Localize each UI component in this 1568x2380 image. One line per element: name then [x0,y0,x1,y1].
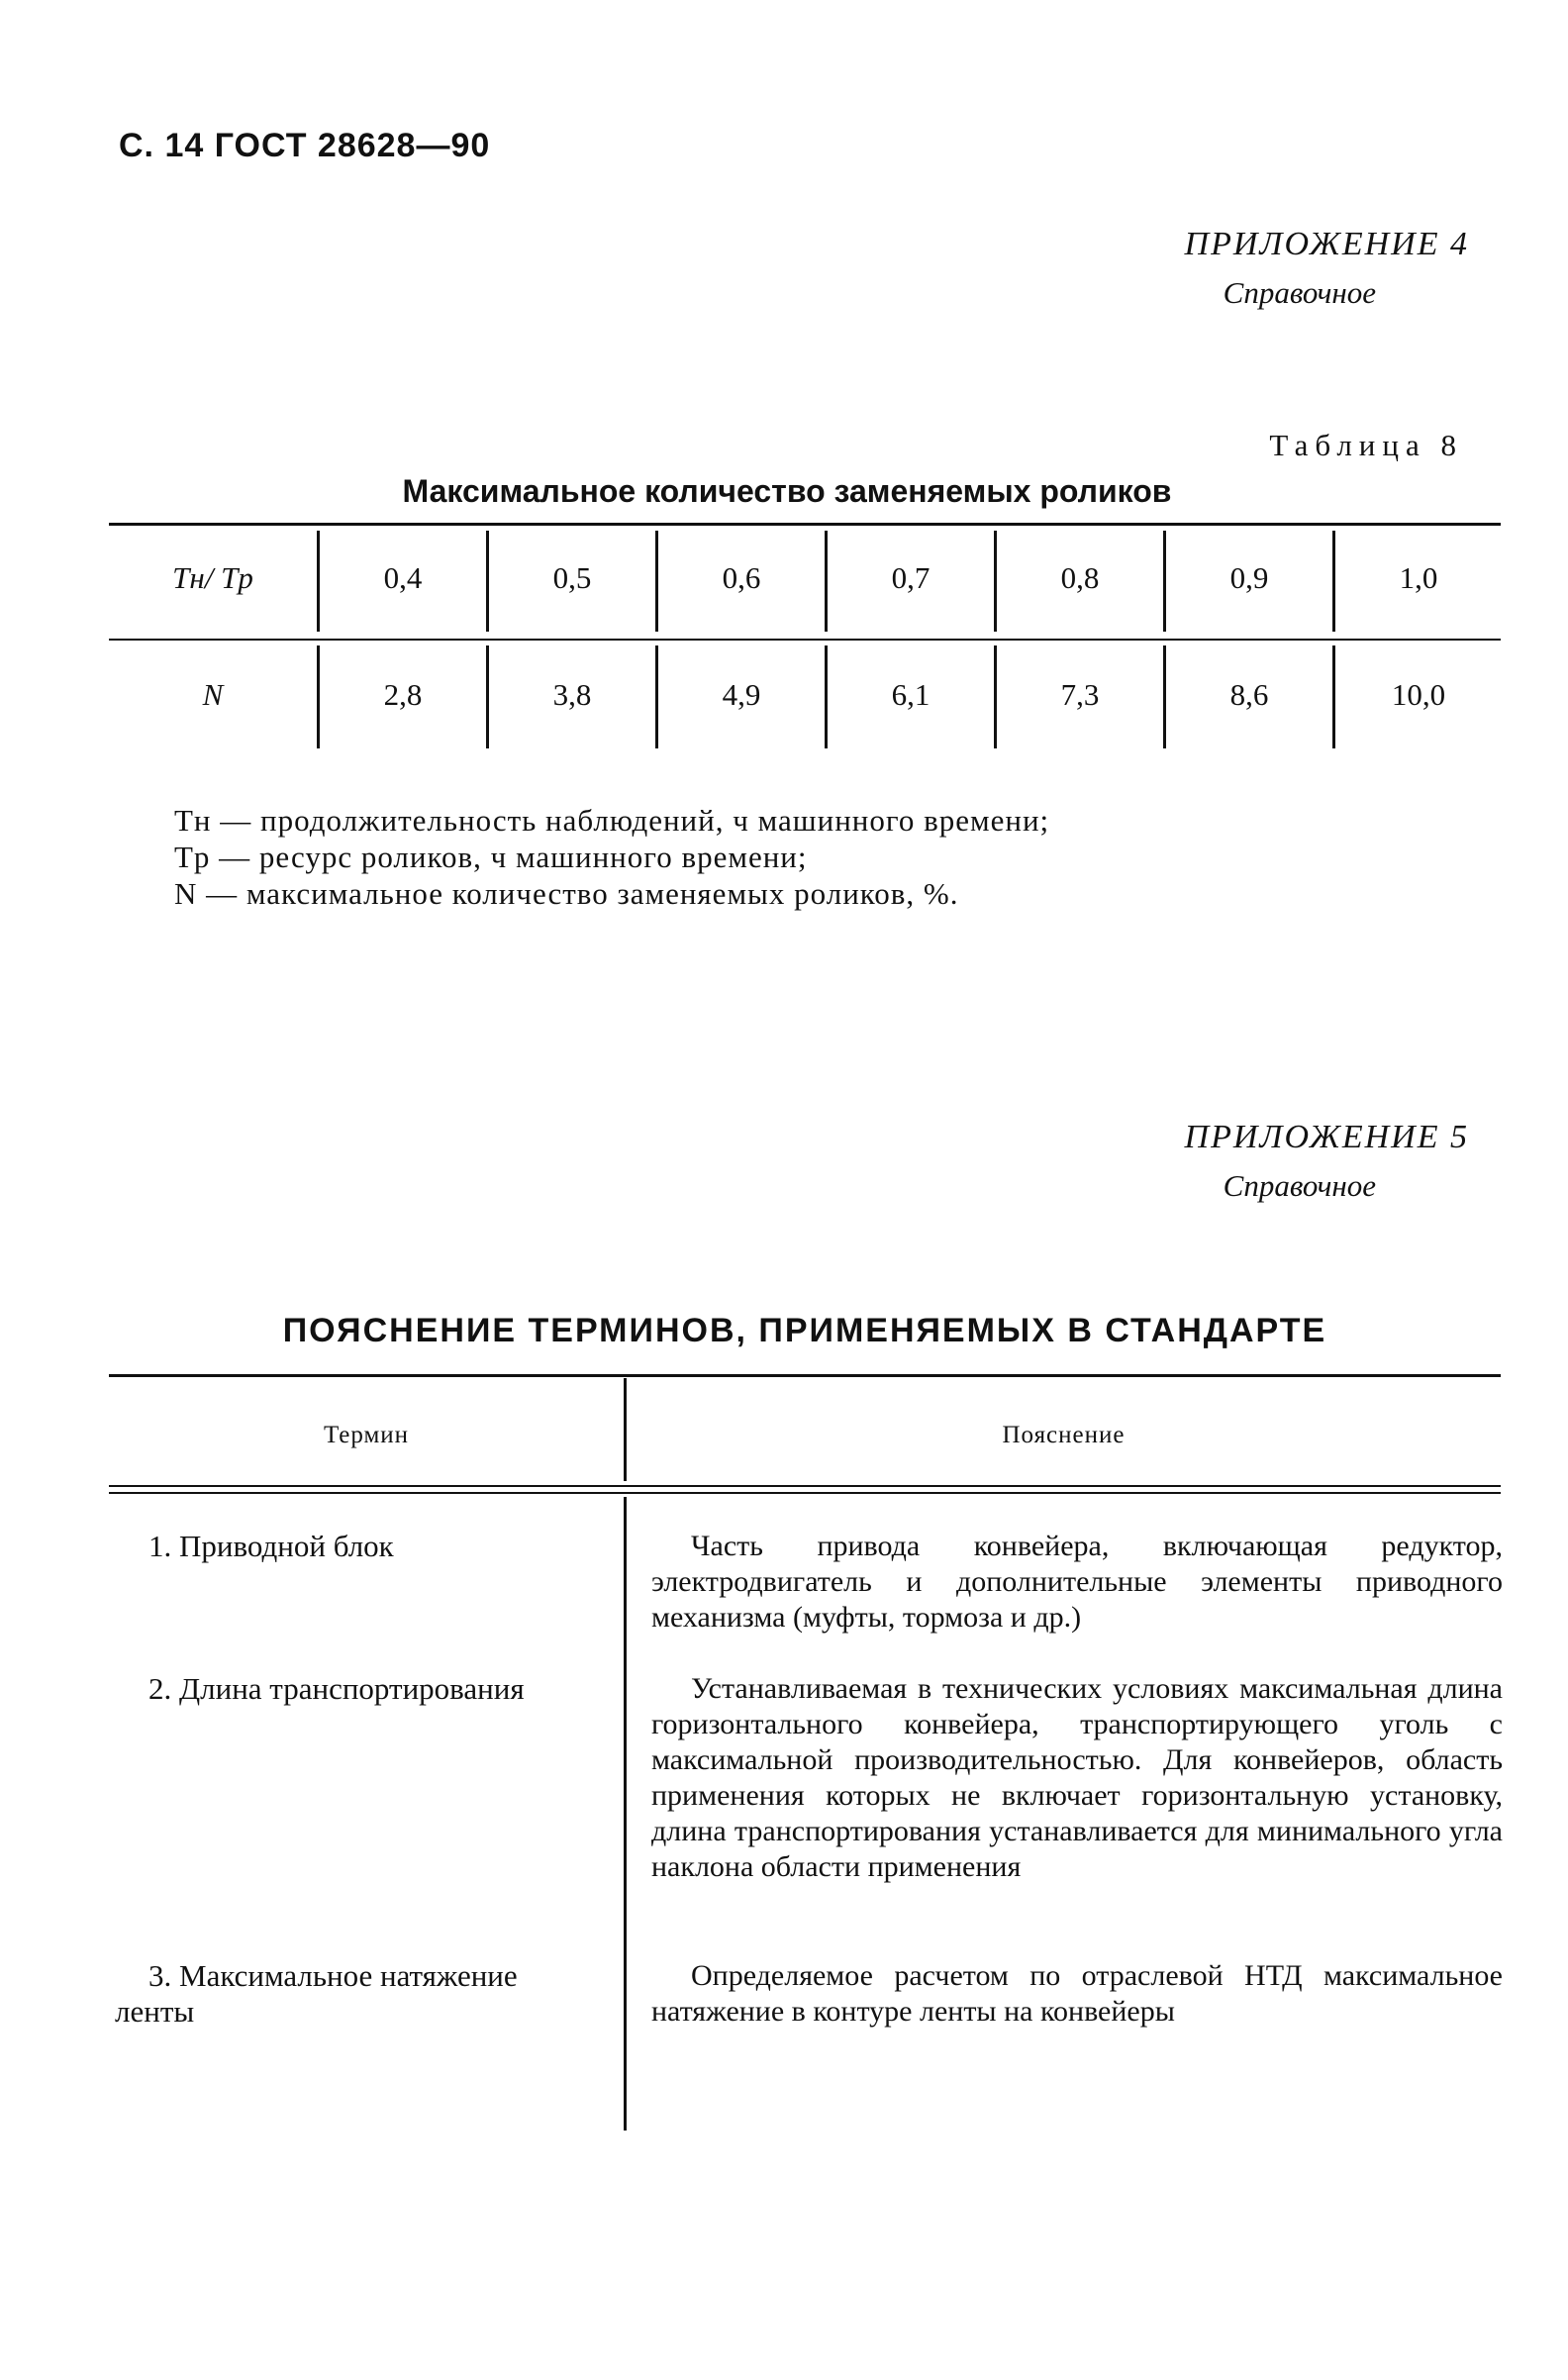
column-header-explanation: Пояснение [1002,1422,1126,1448]
table-8-mid-rule [109,639,1501,641]
table-8-top-rule [109,523,1501,526]
appendix-5-subtitle: Справочное [1223,1168,1376,1203]
explanation-cell: Определяемое расчетом по отраслевой НТД максимальное натяжение в контуре ленты на конвейеры [651,1959,1503,2028]
terms-table-header-rule-1 [109,1485,1501,1487]
table-8-cell: 3,8 [552,677,592,712]
term-cell: 1. Приводной блок [148,1529,394,1563]
legend-line: Tр — ресурс роликов, ч машинного времени; [174,840,808,874]
legend-line: N — максимальное количество заменяемых роликов, %. [174,876,959,911]
table-8-cell: 6,1 [891,677,931,712]
table-8-cell: 0,9 [1229,560,1269,595]
table-8-cell: 8,6 [1229,677,1269,712]
table-8-cell: 2,8 [383,677,423,712]
legend-line: Tн — продолжительность наблюдений, ч машинного времени; [174,803,1050,838]
term-cell: 2. Длина транспортирования [148,1671,525,1706]
appendix-4-subtitle: Справочное [1223,275,1376,310]
table-8-cell: 0,5 [552,560,592,595]
table-8-row-header-ratio: Tн/ Tр [172,560,253,595]
column-header-term: Термин [323,1422,410,1448]
table-8-cell: 10,0 [1391,677,1446,712]
terms-table-vsep [624,1497,627,2131]
table-8-title: Максимальное количество заменяемых роликов [402,473,1172,509]
explanation-cell: Часть привода конвейера, включающая редуктор, электродвигатель и дополнительные элементы приводного механизма (муфты, тормоза и др.) [651,1530,1503,1634]
table-8-cell: 7,3 [1060,677,1100,712]
terms-table-header-rule-2 [109,1492,1501,1494]
term-cell: 3. Максимальное натяжение ленты [115,1958,518,2029]
terms-section-title: ПОЯСНЕНИЕ ТЕРМИНОВ, ПРИМЕНЯЕМЫХ В СТАНДАРТЕ [282,1312,1327,1349]
appendix-5-title: ПРИЛОЖЕНИЕ 5 [1184,1119,1469,1155]
table-8-cell: 0,4 [383,560,423,595]
appendix-4-title: ПРИЛОЖЕНИЕ 4 [1184,226,1469,262]
terms-table-top-rule [109,1374,1501,1377]
table-8-legend [174,802,1049,912]
table-8-cell: 1,0 [1399,560,1438,595]
table-8-cell: 0,6 [722,560,761,595]
table-8-cell: 0,7 [891,560,931,595]
table-8-row-header-n: N [202,677,224,712]
table-8-label: Таблица 8 [1269,428,1463,462]
explanation-cell: Устанавливаемая в технических условиях максимальная длина горизонтального конвейера, транспортирующего уголь с максимальной производительностью. Для конвейеров, область применения которых не включает горизонтальную установку, длина транспортирования устанавливается для минимального угла наклона области применения [651,1672,1503,1883]
table-8-cell: 0,8 [1060,560,1100,595]
table-8-cell: 4,9 [722,677,761,712]
page-header: С. 14 ГОСТ 28628—90 [119,127,491,164]
